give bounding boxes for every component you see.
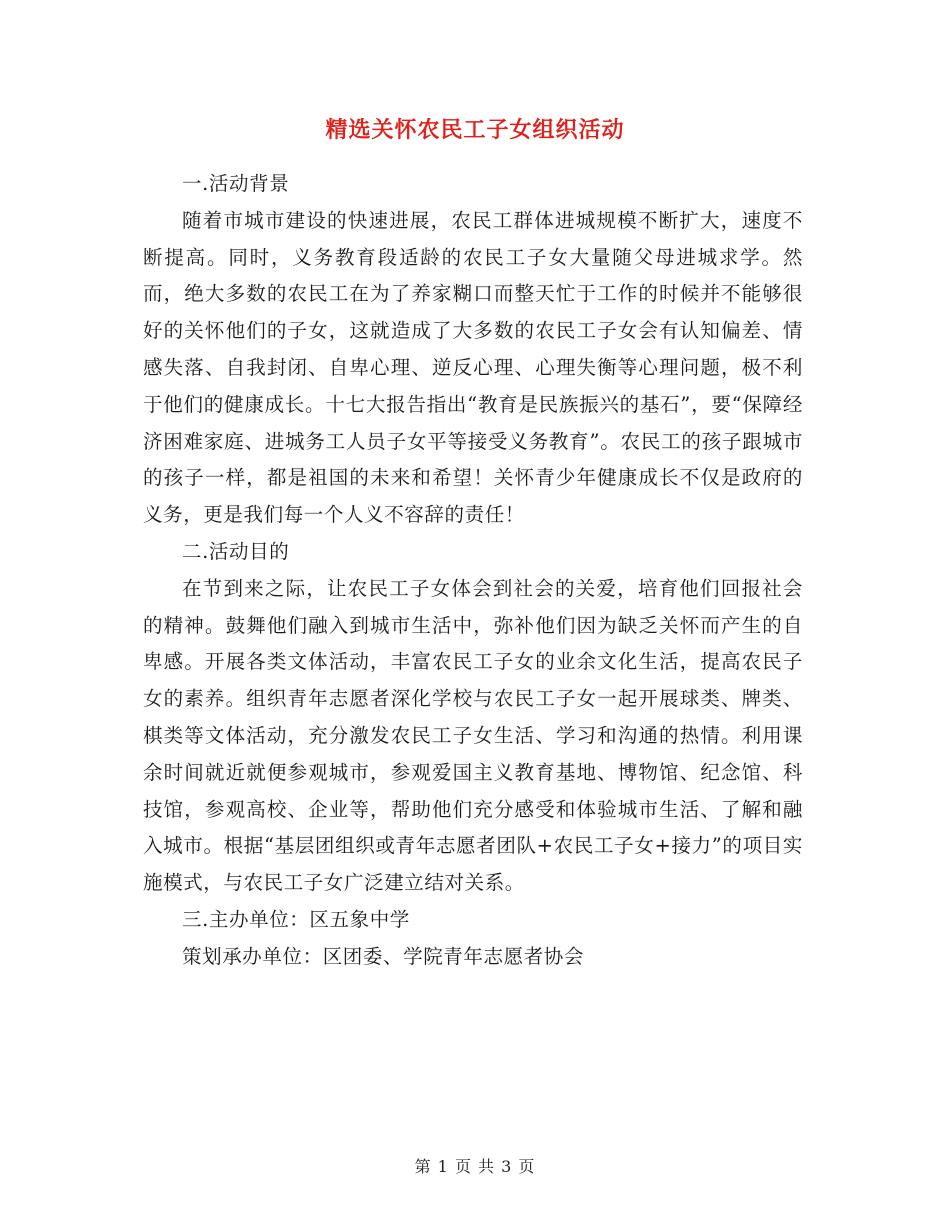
paragraph-purpose: 在节到来之际，让农民工子女体会到社会的关爱，培育他们回报社会的精神。鼓舞他们融入到城市生活中，弥补他们因为缺乏关怀而产生的自卑感。开展各类文体活动，丰富农民工子女的业余文化生活，提高农民子女的素养。组织青年志愿者深化学校与农民工子女一起开展球类、牌类、棋类等文体活动，充分激发农民工子女生活、学习和沟通的热情。利用课余时间就近就便参观城市，参观爱国主义教育基地、博物馆、纪念馆、科技馆，参观高校、企业等，帮助他们充分感受和体验城市生活、了解和融入城市。根据“基层团组织或青年志愿者团队+农民工子女+接力”的项目实施模式，与农民工子女广泛建立结对关系。 — [143, 576, 803, 895]
page-number-footer: 第 1 页 共 3 页 — [414, 1157, 536, 1176]
section-heading-background: 一.活动背景 — [182, 172, 290, 195]
paragraph-background: 随着市城市建设的快速进展，农民工群体进城规模不断扩大，速度不断提高。同时，义务教育段适龄的农民工子女大量随父母进城求学。然而，绝大多数的农民工在为了养家糊口而整天忙于工作的时候并不能够很好的关怀他们的子女，这就造成了大多数的农民工子女会有认知偏差、情感失落、自我封闭、自卑心理、逆反心理、心理失衡等心理问题，极不利于他们的健康成长。十七大报告指出“教育是民族振兴的基石”，要“保障经济困难家庭、进城务工人员子女平等接受义务教育”。农民工的孩子跟城市的孩子一样，都是祖国的未来和希望！关怀青少年健康成长不仅是政府的义务，更是我们每一个人义不容辞的责任！ — [143, 208, 803, 527]
organizer-line: 策划承办单位：区团委、学院青年志愿者协会 — [182, 944, 585, 968]
document-title: 精选关怀农民工子女组织活动 — [325, 117, 625, 143]
section-heading-host: 三.主办单位：区五象中学 — [182, 907, 410, 931]
document-body — [143, 166, 803, 976]
section-heading-purpose: 二.活动目的 — [182, 539, 290, 563]
